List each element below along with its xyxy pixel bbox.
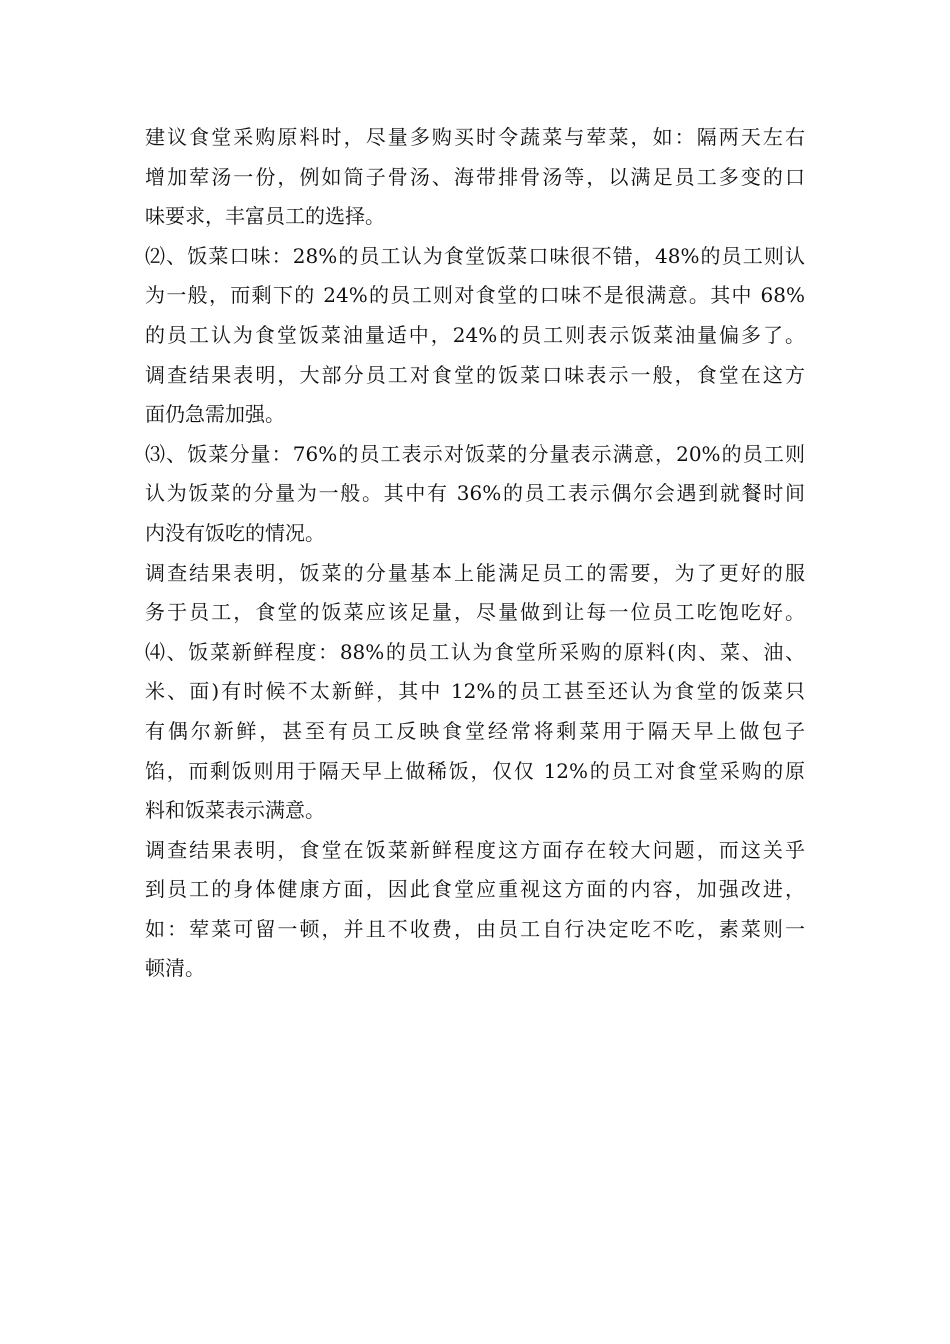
text-line: 米、面)有时候不太新鲜，其中 12%的员工甚至还认为食堂的饭菜只 [145,679,805,704]
text-line: ⑶、饭菜分量：76%的员工表示对饭菜的分量表示满意，20%的员工则 [145,441,805,466]
text-line: 调查结果表明，饭菜的分量基本上能满足员工的需要，为了更好的服 [145,560,805,585]
text-line: 到员工的身体健康方面，因此食堂应重视这方面的内容，加强改进， [145,877,805,902]
text-line: ⑷、饭菜新鲜程度：88%的员工认为食堂所采购的原料(肉、菜、油、 [145,639,805,664]
text-line: 有偶尔新鲜，甚至有员工反映食堂经常将剩菜用于隔天早上做包子 [145,718,805,743]
text-line: 顿清。 [145,956,205,981]
text-line: 料和饭菜表示满意。 [145,798,325,823]
document-body [145,118,805,989]
text-line: 调查结果表明，大部分员工对食堂的饭菜口味表示一般，食堂在这方 [145,362,805,387]
text-line: 内没有饭吃的情况。 [145,520,325,545]
text-line: 馅，而剩饭则用于隔天早上做稀饭，仅仅 12%的员工对食堂采购的原 [145,758,805,783]
text-line: 为一般，而剩下的 24%的员工则对食堂的口味不是很满意。其中 68% [145,283,805,308]
text-line: 认为饭菜的分量为一般。其中有 36%的员工表示偶尔会遇到就餐时间 [145,481,805,506]
text-line: 调查结果表明，食堂在饭菜新鲜程度这方面存在较大问题，而这关乎 [145,837,805,862]
text-line: 增加荤汤一份，例如筒子骨汤、海带排骨汤等，以满足员工多变的口 [145,164,805,189]
text-line: 如：荤菜可留一顿，并且不收费，由员工自行决定吃不吃，素菜则一 [145,916,805,941]
text-line: 建议食堂采购原料时，尽量多购买时令蔬菜与荤菜，如：隔两天左右 [145,125,805,149]
text-line: 的员工认为食堂饭菜油量适中，24%的员工则表示饭菜油量偏多了。 [145,322,805,347]
text-line: 务于员工，食堂的饭菜应该足量，尽量做到让每一位员工吃饱吃好。 [145,600,805,625]
text-line: 面仍急需加强。 [145,402,285,427]
text-line: ⑵、饭菜口味：28%的员工认为食堂饭菜口味很不错，48%的员工则认 [145,243,805,268]
text-line: 味要求，丰富员工的选择。 [145,204,385,229]
